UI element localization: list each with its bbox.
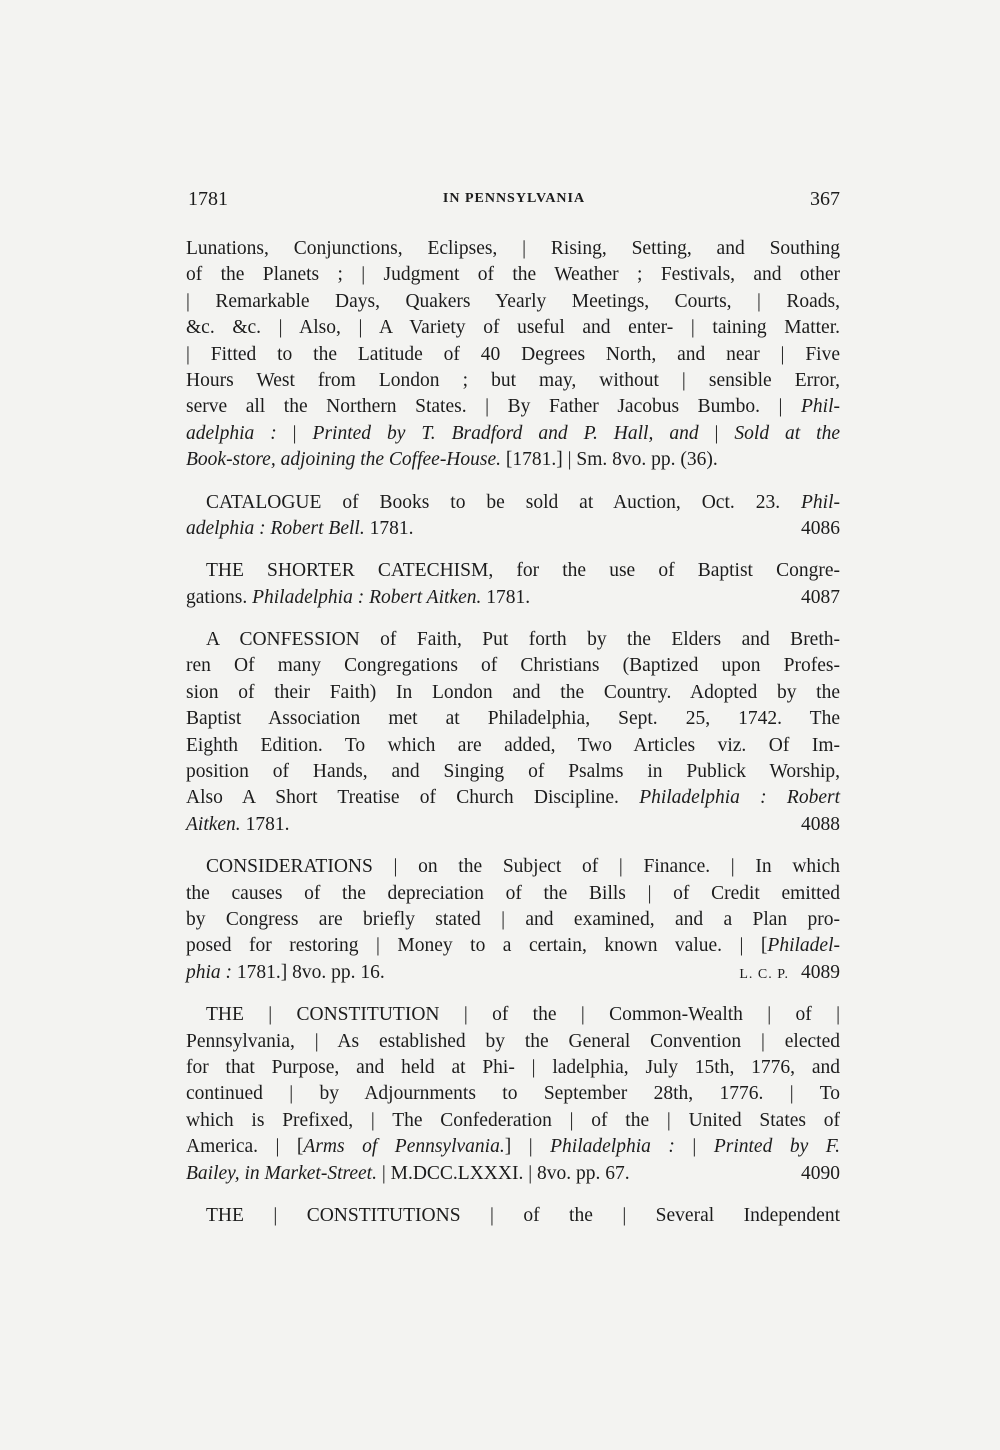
text-line: Eighth Edition. To which are added, Two Articles viz. Of Im-: [186, 734, 840, 756]
entry-number: 4086: [801, 517, 840, 539]
header-title: IN PENNSYLVANIA: [442, 191, 586, 206]
imprint-text: Phil-: [801, 396, 841, 418]
text-line: | Fitted to the Latitude of 40 Degrees North, and near | Five: [186, 343, 840, 365]
text-line: Book-store, adjoining the Coffee-House. [1781.] | Sm. 8vo. pp. (36).: [186, 449, 718, 471]
text-line: Pennsylvania, | As established by the General Convention | elected: [186, 1030, 840, 1052]
text-line: Baptist Association met at Philadelphia, Sept. 25, 1742. The: [186, 708, 840, 730]
running-head: [188, 188, 840, 214]
entry-number: 4088: [801, 813, 840, 835]
entry-4090: [186, 1002, 840, 1187]
text-line: Lunations, Conjunctions, Eclipses, | Rising, Setting, and Southing: [186, 238, 840, 259]
text-line: adelphia : | Printed by T. Bradford and P. Hall, and | Sold at the: [186, 422, 841, 444]
text-line: Aitken. 1781. 4088: [186, 812, 840, 838]
imprint-text: adelphia :: [186, 422, 277, 444]
text-line: THE | CONSTITUTION | of the | Common-Wealth | of |: [206, 1004, 840, 1026]
imprint-text: Sold at the: [734, 422, 841, 444]
entry-4088: [186, 627, 840, 838]
entry-number-block: [739, 960, 840, 988]
text-line: adelphia : Robert Bell. 1781. 4086: [186, 516, 840, 542]
library-location: L. C. P.: [739, 966, 789, 982]
entry-4089: [186, 854, 840, 986]
entry-number: 4090: [801, 1162, 840, 1184]
text-line: the causes of the depreciation of the Bills | of Credit emitted: [186, 882, 840, 904]
text-line: for that Purpose, and held at Phi- | ladelphia, July 15th, 1776, and: [186, 1056, 840, 1078]
text-line: Hours West from London ; but may, without | sensible Error,: [186, 369, 840, 391]
text-line: America. | [Arms of Pennsylvania.] | Philadelphia : | Printed by F.: [186, 1136, 841, 1158]
entry-4087: [186, 558, 840, 611]
text-segment: serve all the Northern States. | By Father Jacobus Bumbo. |: [186, 396, 783, 418]
text-line: Bailey, in Market-Street. | M.DCC.LXXXI. | 8vo. pp. 67. 4090: [186, 1161, 840, 1187]
text-line: sion of their Faith) In London and the Country. Adopted by the: [186, 681, 840, 703]
entry-number: 4089: [801, 961, 840, 983]
text-line: by Congress are briefly stated | and examined, and a Plan pro-: [186, 908, 840, 930]
text-line: posed for restoring | Money to a certain, known value. | [Philadel-: [186, 935, 840, 957]
entry-4086: [186, 490, 840, 543]
text-line: of the Planets ; | Judgment of the Weather ; Festivals, and other: [186, 264, 840, 286]
page-number: 367: [810, 188, 840, 210]
text-line: continued | by Adjournments to September 28th, 1776. | To: [186, 1083, 840, 1105]
text-line: &c. &c. | Also, | A Variety of useful and enter- | taining Matter.: [186, 317, 840, 339]
text-line: THE | CONSTITUTIONS | of the | Several Independent: [206, 1204, 840, 1226]
entry-number: 4087: [801, 586, 840, 608]
text-line: THE SHORTER CATECHISM, for the use of Baptist Congre-: [206, 560, 840, 582]
text-line: gations. Philadelphia : Robert Aitken. 1781. 4087: [186, 585, 840, 611]
text-line: CATALOGUE of Books to be sold at Auction, Oct. 23. Phil-: [206, 491, 841, 513]
text-line: [186, 394, 840, 420]
text-line: ren Of many Congregations of Christians (Baptized upon Profes-: [186, 655, 840, 677]
body-text: [186, 236, 840, 1229]
entry-next: [186, 1203, 840, 1229]
imprint-text: Book-store, adjoining the Coffee-House.: [186, 449, 502, 471]
text-line: position of Hands, and Singing of Psalms in Publick Worship,: [186, 761, 840, 783]
text-line: Also A Short Treatise of Church Discipline. Philadelphia : Robert: [186, 787, 840, 809]
continued-entry: [186, 236, 840, 474]
header-year: 1781: [188, 188, 228, 210]
text-line: phia : 1781.] 8vo. pp. 16. L. C. P. 4089: [186, 960, 840, 986]
text-line: which is Prefixed, | The Confederation | of the | United States of: [186, 1109, 840, 1131]
text-line: A CONFESSION of Faith, Put forth by the Elders and Breth-: [206, 629, 840, 651]
text-line: CONSIDERATIONS | on the Subject of | Finance. | In which: [206, 856, 840, 878]
imprint-text: Printed by T. Bradford and P. Hall, and: [312, 422, 699, 444]
text-line: | Remarkable Days, Quakers Yearly Meetings, Courts, | Roads,: [186, 290, 840, 312]
